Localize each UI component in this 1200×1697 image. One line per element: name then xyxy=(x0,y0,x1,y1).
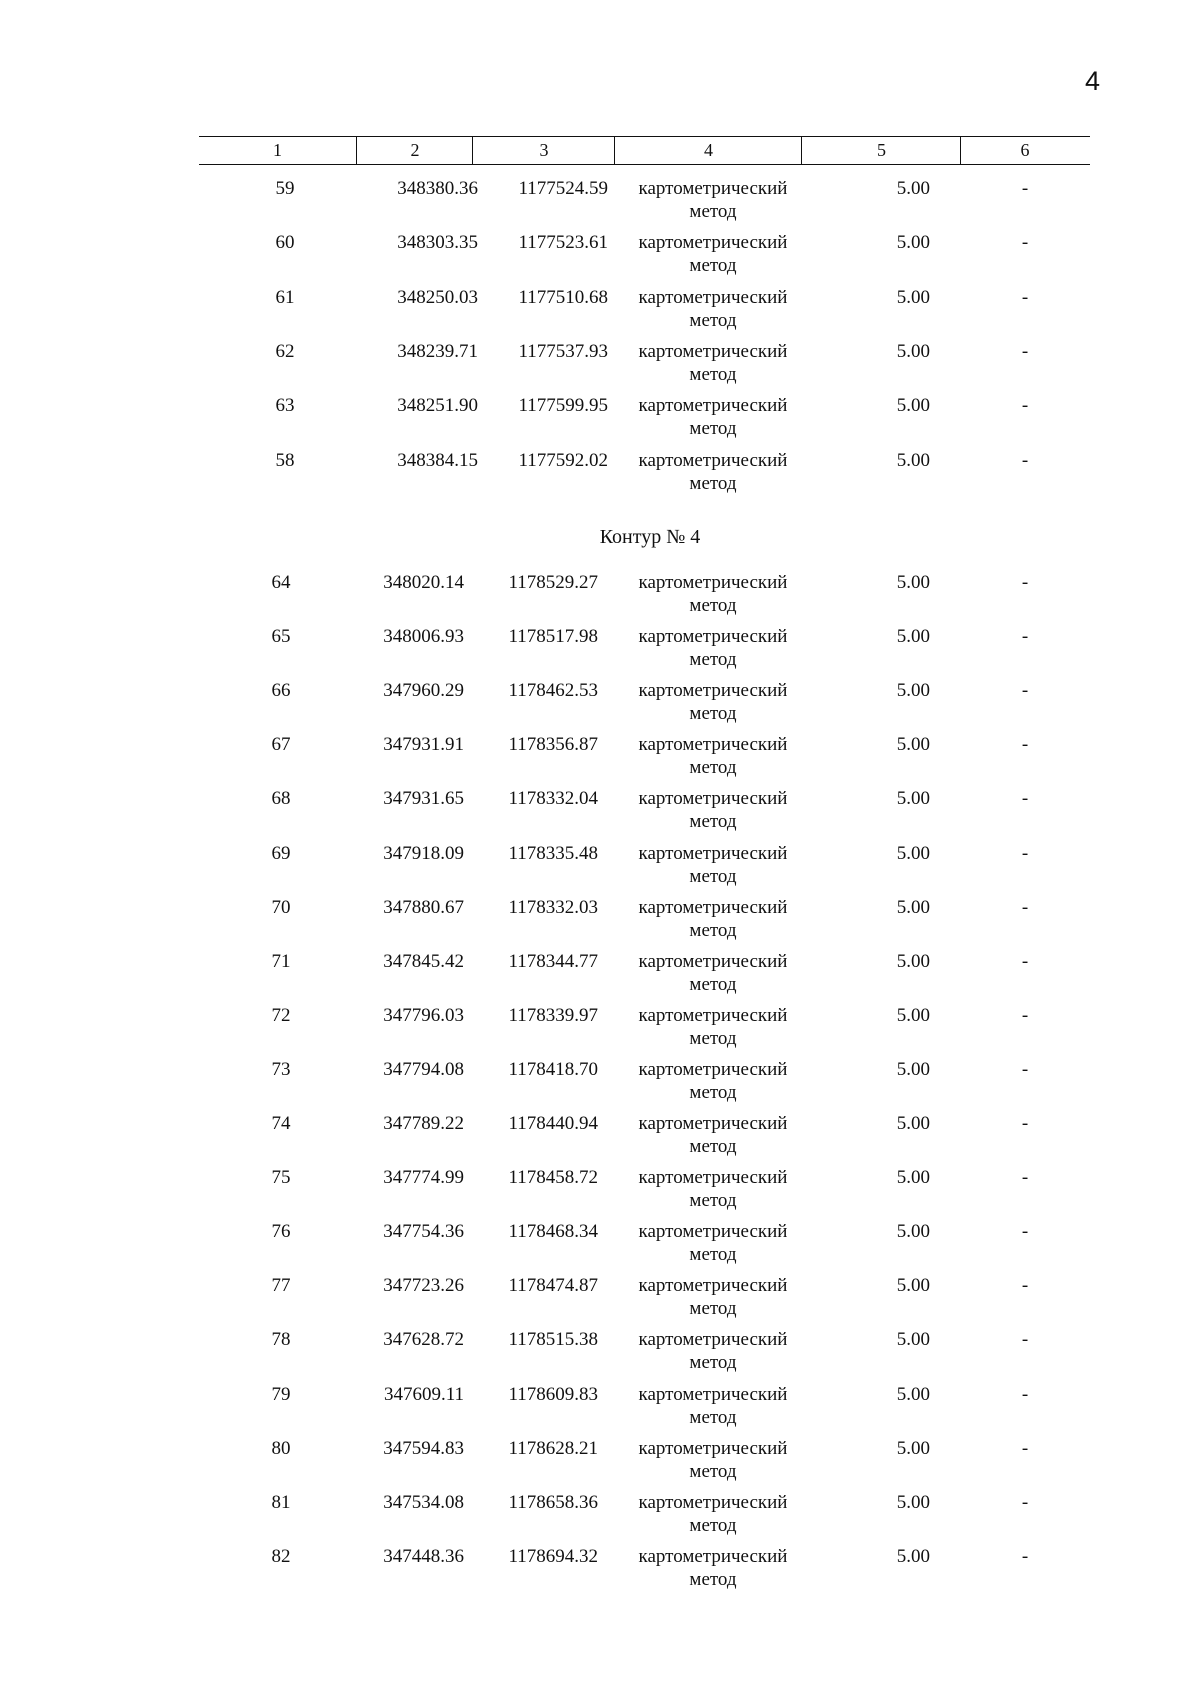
coordinate-x: 347880.67 xyxy=(383,896,464,918)
coordinate-x: 347448.36 xyxy=(383,1545,464,1567)
method-line-1: картометрический xyxy=(638,1058,788,1080)
table-row xyxy=(0,1167,1200,1217)
page-number: 4 xyxy=(1084,66,1100,96)
coordinate-x: 347796.03 xyxy=(383,1004,464,1026)
accuracy-value: 5.00 xyxy=(896,395,930,417)
accuracy-value: 5.00 xyxy=(896,1437,930,1459)
table-row xyxy=(0,680,1200,730)
point-number: 62 xyxy=(275,340,295,362)
table-row xyxy=(0,450,1200,500)
table-row xyxy=(0,395,1200,445)
method-line-2: метод xyxy=(689,757,737,779)
description-value: - xyxy=(1021,1275,1029,1297)
coordinate-x: 347960.29 xyxy=(383,680,464,702)
description-value: - xyxy=(1021,340,1029,362)
table-header xyxy=(199,136,1090,165)
accuracy-value: 5.00 xyxy=(896,1004,930,1026)
method-cell xyxy=(618,1058,808,1104)
description-value: - xyxy=(1021,1167,1029,1189)
method-line-2: метод xyxy=(689,649,737,671)
description-value: - xyxy=(1021,680,1029,702)
description-value: - xyxy=(1021,896,1029,918)
method-line-2: метод xyxy=(689,703,737,725)
accuracy-value: 5.00 xyxy=(896,734,930,756)
description-value: - xyxy=(1021,1221,1029,1243)
header-col-6: 6 xyxy=(960,137,1089,164)
method-line-1: картометрический xyxy=(638,1383,788,1405)
method-line-2: метод xyxy=(689,973,737,995)
header-col-4: 4 xyxy=(614,137,802,164)
table-row xyxy=(0,341,1200,391)
accuracy-value: 5.00 xyxy=(896,1113,930,1134)
point-number: 68 xyxy=(271,788,291,810)
coordinate-y: 1178462.53 xyxy=(508,680,598,702)
description-value: - xyxy=(1021,950,1029,972)
coordinate-x: 347628.72 xyxy=(383,1329,464,1351)
accuracy-value: 5.00 xyxy=(896,286,930,308)
method-cell xyxy=(618,733,808,779)
accuracy-value: 5.00 xyxy=(896,1221,930,1243)
coordinate-x: 347609.11 xyxy=(383,1383,464,1405)
description-value: - xyxy=(1021,1545,1029,1567)
method-cell xyxy=(618,1328,808,1374)
accuracy-value: 5.00 xyxy=(896,232,930,254)
accuracy-value: 5.00 xyxy=(896,340,930,362)
coordinate-x: 347774.99 xyxy=(383,1167,464,1189)
method-line-1: картометрический xyxy=(638,1221,788,1243)
point-number: 66 xyxy=(271,680,291,702)
coordinate-y: 1177523.61 xyxy=(518,232,608,254)
table-row xyxy=(0,1005,1200,1055)
coordinate-y: 1177599.95 xyxy=(518,395,608,417)
section-title: Контур № 4 xyxy=(599,526,701,548)
method-line-2: метод xyxy=(689,1514,737,1536)
description-value: - xyxy=(1021,286,1029,308)
point-number: 63 xyxy=(275,395,295,417)
table-row xyxy=(0,1329,1200,1379)
description-value: - xyxy=(1021,449,1029,471)
header-col-2: 2 xyxy=(356,137,473,164)
accuracy-value: 5.00 xyxy=(896,788,930,810)
point-number: 70 xyxy=(271,896,291,918)
table-row xyxy=(0,1221,1200,1271)
method-line-2: метод xyxy=(689,595,737,616)
coordinate-y: 1178458.72 xyxy=(508,1167,598,1189)
method-line-2: метод xyxy=(689,1081,737,1103)
accuracy-value: 5.00 xyxy=(896,1383,930,1405)
coordinate-y: 1178344.77 xyxy=(508,950,598,972)
method-cell xyxy=(618,1220,808,1266)
point-number: 72 xyxy=(271,1004,291,1026)
point-number: 64 xyxy=(271,572,291,593)
method-line-1: картометрический xyxy=(638,1437,788,1459)
description-value: - xyxy=(1021,1113,1029,1134)
point-number: 80 xyxy=(271,1437,291,1459)
method-line-1: картометрический xyxy=(638,896,788,918)
accuracy-value: 5.00 xyxy=(896,449,930,471)
table-row xyxy=(0,1275,1200,1325)
method-cell xyxy=(618,231,808,277)
coordinate-y: 1178628.21 xyxy=(508,1437,598,1459)
method-line-1: картометрический xyxy=(638,340,788,362)
table-row xyxy=(0,734,1200,784)
method-cell xyxy=(618,842,808,888)
description-value: - xyxy=(1021,572,1029,593)
method-line-1: картометрический xyxy=(638,1113,788,1134)
coordinate-y: 1178515.38 xyxy=(508,1329,598,1351)
method-line-2: метод xyxy=(689,1298,737,1320)
method-cell xyxy=(618,1166,808,1212)
point-number: 60 xyxy=(275,232,295,254)
table-row xyxy=(0,843,1200,893)
method-line-2: метод xyxy=(689,1136,737,1157)
coordinate-y: 1177510.68 xyxy=(518,286,608,308)
table-row xyxy=(0,1384,1200,1434)
method-line-2: метод xyxy=(689,865,737,887)
accuracy-value: 5.00 xyxy=(896,950,930,972)
point-number: 75 xyxy=(271,1167,291,1189)
coordinate-y: 1178339.97 xyxy=(508,1004,598,1026)
coordinate-y: 1178468.34 xyxy=(508,1221,598,1243)
method-line-2: метод xyxy=(689,1027,737,1049)
coordinate-y: 1177537.93 xyxy=(518,340,608,362)
method-line-2: метод xyxy=(689,418,737,440)
point-number: 82 xyxy=(271,1545,291,1567)
description-value: - xyxy=(1021,842,1029,864)
method-line-1: картометрический xyxy=(638,1329,788,1351)
table-row xyxy=(0,1438,1200,1488)
coordinate-x: 347754.36 xyxy=(383,1221,464,1243)
method-line-1: картометрический xyxy=(638,1167,788,1189)
coordinate-y: 1178609.83 xyxy=(508,1383,598,1405)
method-line-1: картометрический xyxy=(638,1545,788,1567)
coordinate-x: 347594.83 xyxy=(383,1437,464,1459)
method-line-2: метод xyxy=(689,1190,737,1212)
method-line-2: метод xyxy=(689,1568,737,1590)
method-line-1: картометрический xyxy=(638,449,788,471)
coordinate-y: 1178356.87 xyxy=(508,734,598,756)
accuracy-value: 5.00 xyxy=(896,1058,930,1080)
method-cell xyxy=(618,1274,808,1320)
method-line-1: картометрический xyxy=(638,626,788,648)
table-row xyxy=(0,1492,1200,1542)
coordinate-y: 1178529.27 xyxy=(508,572,598,593)
method-line-1: картометрический xyxy=(638,1004,788,1026)
method-line-2: метод xyxy=(689,1352,737,1374)
coordinate-x: 347534.08 xyxy=(383,1491,464,1513)
coordinate-x: 348239.71 xyxy=(397,340,478,362)
description-value: - xyxy=(1021,1437,1029,1459)
point-number: 73 xyxy=(271,1058,291,1080)
table-row xyxy=(0,287,1200,337)
coordinate-y: 1178658.36 xyxy=(508,1491,598,1513)
method-cell xyxy=(618,1004,808,1050)
method-line-2: метод xyxy=(689,1406,737,1428)
description-value: - xyxy=(1021,1004,1029,1026)
method-line-2: метод xyxy=(689,811,737,833)
description-value: - xyxy=(1021,788,1029,810)
method-line-2: метод xyxy=(689,255,737,277)
header-col-1: 1 xyxy=(273,140,282,160)
table-row xyxy=(0,1546,1200,1596)
description-value: - xyxy=(1021,395,1029,417)
method-cell xyxy=(618,340,808,386)
coordinate-x: 348250.03 xyxy=(397,286,478,308)
coordinate-x: 347931.65 xyxy=(383,788,464,810)
method-line-2: метод xyxy=(689,1460,737,1482)
accuracy-value: 5.00 xyxy=(896,1167,930,1189)
table-row xyxy=(0,1113,1200,1163)
method-cell xyxy=(618,896,808,942)
accuracy-value: 5.00 xyxy=(896,626,930,648)
method-cell xyxy=(618,286,808,332)
method-line-1: картометрический xyxy=(638,572,788,593)
table-row xyxy=(0,178,1200,228)
method-line-1: картометрический xyxy=(638,842,788,864)
accuracy-value: 5.00 xyxy=(896,1545,930,1567)
coordinate-y: 1177524.59 xyxy=(518,178,608,199)
method-cell xyxy=(618,1545,808,1591)
method-line-2: метод xyxy=(689,1244,737,1266)
coordinate-x: 348020.14 xyxy=(383,572,464,593)
point-number: 74 xyxy=(271,1113,291,1134)
coordinate-y: 1178418.70 xyxy=(508,1058,598,1080)
coordinate-x: 347723.26 xyxy=(383,1275,464,1297)
method-cell xyxy=(618,177,808,223)
table-row xyxy=(0,951,1200,1001)
method-cell xyxy=(618,1437,808,1483)
method-cell xyxy=(618,394,808,440)
point-number: 71 xyxy=(271,950,291,972)
coordinate-x: 347931.91 xyxy=(383,734,464,756)
point-number: 59 xyxy=(275,178,295,199)
coordinate-x: 348380.36 xyxy=(397,178,478,199)
coordinate-y: 1178694.32 xyxy=(508,1545,598,1567)
method-line-1: картометрический xyxy=(638,232,788,254)
accuracy-value: 5.00 xyxy=(896,572,930,593)
coordinate-y: 1178474.87 xyxy=(508,1275,598,1297)
coordinate-y: 1177592.02 xyxy=(518,449,608,471)
table-row xyxy=(0,572,1200,622)
table-row xyxy=(0,1059,1200,1109)
coordinate-y: 1178332.03 xyxy=(508,896,598,918)
coordinate-y: 1178440.94 xyxy=(508,1113,598,1134)
method-line-1: картометрический xyxy=(638,734,788,756)
coordinate-x: 348384.15 xyxy=(397,449,478,471)
table-row xyxy=(0,897,1200,947)
coordinate-x: 347845.42 xyxy=(383,950,464,972)
coordinate-x: 347789.22 xyxy=(383,1113,464,1134)
method-cell xyxy=(618,1491,808,1537)
method-line-1: картометрический xyxy=(638,680,788,702)
accuracy-value: 5.00 xyxy=(896,1329,930,1351)
accuracy-value: 5.00 xyxy=(896,1491,930,1513)
method-cell xyxy=(618,950,808,996)
point-number: 61 xyxy=(275,286,295,308)
method-line-1: картометрический xyxy=(638,1491,788,1513)
method-line-1: картометрический xyxy=(638,950,788,972)
point-number: 65 xyxy=(271,626,291,648)
accuracy-value: 5.00 xyxy=(896,1275,930,1297)
description-value: - xyxy=(1021,1329,1029,1351)
method-cell xyxy=(618,1112,808,1158)
description-value: - xyxy=(1021,626,1029,648)
table-row xyxy=(0,626,1200,676)
coordinate-y: 1178335.48 xyxy=(508,842,598,864)
method-cell xyxy=(618,679,808,725)
method-line-2: метод xyxy=(689,919,737,941)
method-line-2: метод xyxy=(689,201,737,222)
table-row xyxy=(0,788,1200,838)
method-line-2: метод xyxy=(689,363,737,385)
description-value: - xyxy=(1021,1383,1029,1405)
point-number: 78 xyxy=(271,1329,291,1351)
method-line-1: картометрический xyxy=(638,178,788,199)
method-cell xyxy=(618,449,808,495)
point-number: 58 xyxy=(275,449,295,471)
description-value: - xyxy=(1021,1058,1029,1080)
method-line-1: картометрический xyxy=(638,1275,788,1297)
accuracy-value: 5.00 xyxy=(896,178,930,199)
coordinate-y: 1178332.04 xyxy=(508,788,598,810)
method-line-2: метод xyxy=(689,309,737,331)
method-line-2: метод xyxy=(689,472,737,494)
header-col-5: 5 xyxy=(801,137,961,164)
method-line-1: картометрический xyxy=(638,286,788,308)
coordinate-x: 347918.09 xyxy=(383,842,464,864)
accuracy-value: 5.00 xyxy=(896,896,930,918)
coordinate-x: 348006.93 xyxy=(383,626,464,648)
point-number: 76 xyxy=(271,1221,291,1243)
method-line-1: картометрический xyxy=(638,395,788,417)
point-number: 79 xyxy=(271,1383,291,1405)
description-value: - xyxy=(1021,1491,1029,1513)
coordinate-x: 348251.90 xyxy=(397,395,478,417)
point-number: 69 xyxy=(271,842,291,864)
point-number: 77 xyxy=(271,1275,291,1297)
coordinate-y: 1178517.98 xyxy=(508,626,598,648)
accuracy-value: 5.00 xyxy=(896,680,930,702)
method-cell xyxy=(618,625,808,671)
description-value: - xyxy=(1021,232,1029,254)
method-cell xyxy=(618,1383,808,1429)
method-cell xyxy=(618,787,808,833)
description-value: - xyxy=(1021,734,1029,756)
point-number: 67 xyxy=(271,734,291,756)
description-value: - xyxy=(1021,178,1029,199)
point-number: 81 xyxy=(271,1491,291,1513)
coordinate-x: 348303.35 xyxy=(397,232,478,254)
accuracy-value: 5.00 xyxy=(896,842,930,864)
table-row xyxy=(0,232,1200,282)
method-cell xyxy=(618,571,808,617)
method-line-1: картометрический xyxy=(638,788,788,810)
coordinate-x: 347794.08 xyxy=(383,1058,464,1080)
header-col-3: 3 xyxy=(472,137,615,164)
